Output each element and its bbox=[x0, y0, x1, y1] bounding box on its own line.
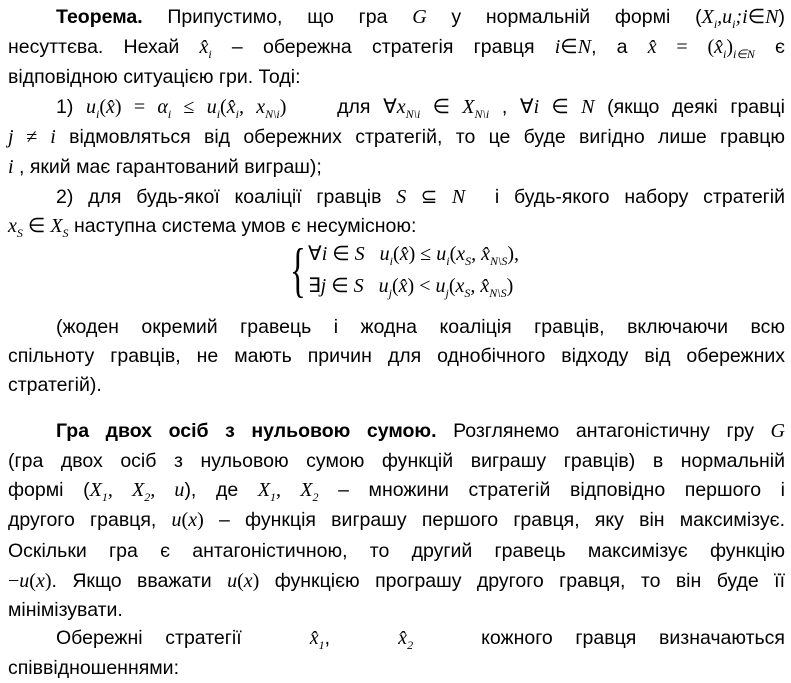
text-line: Оскільки гра є антагоністичною, то другий гравець максимізує функцію bbox=[8, 540, 785, 562]
text-line: $x_S$ ∈ $X_S$ наступна система умов є несумісною: bbox=[8, 215, 417, 240]
text-line: −u(x). Якщо вважати u(x) функцією програшу другого гравця, то він буде її bbox=[8, 570, 785, 592]
text-line: Теорема. Припустимо, що гра G у нормальній формі $(X_i,u_i;i\in N)$ bbox=[56, 6, 785, 31]
text-line: j ≠ i відмовляться від обережних стратегій, то це буде вигідно лише гравцю bbox=[8, 126, 785, 148]
text-line: (жоден окремий гравець і жодна коаліція гравців, включаючи всю bbox=[56, 316, 785, 338]
system-brace: { bbox=[290, 237, 306, 303]
system-condition: ∀i ∈ S $u_i(x̂) \le u_i(x_S$, $x̂_{N\backslash S}$), bbox=[308, 243, 520, 268]
text-line: відповідною ситуацією гри. Тоді: bbox=[8, 66, 301, 88]
text-line: (гра двох осіб з нульовою сумою функцій виграшу гравців) в нормальній bbox=[8, 450, 785, 472]
text-line: другого гравця, u(x) – функція виграшу першого гравця, яку він максимізує. bbox=[8, 509, 785, 531]
text-line: несуттєва. Нехай $x̂_i$ – обережна стратегія гравця i∈N, а x̂ = $(x̂_i)_{i\in N}$ є bbox=[8, 36, 785, 61]
text-line: Гра двох осіб з нульовою сумою. Розглянемо антагоністичну гру G bbox=[56, 420, 785, 442]
text-line: спільноту гравців, не мають причин для однобічного відходу від обережних bbox=[8, 345, 785, 367]
text-line: мінімізувати. bbox=[8, 599, 123, 621]
text-line: i , який має гарантований виграш); bbox=[8, 156, 322, 178]
text-line: 2) для будь-якої коаліції гравців S ⊆ N і будь-якого набору стратегій bbox=[56, 186, 785, 208]
text-line: Обережні стратегії $x̂_1$, $x̂_2$ кожного гравця визначаються bbox=[56, 627, 785, 652]
text-line: 1) $u_i(x̂) = \alpha_i$ ≤ $u_i(x̂_i$, $x_{N\backslash i}$) для $\forall x_{N\backslash i}$ ∈ $X_{N\backslash i}$ , ∀i ∈ N (якщо деякі гравці bbox=[56, 96, 786, 121]
text-line: співвідношеннями: bbox=[8, 657, 179, 679]
text-line: формі ($X_1$, $X_2$, u), де $X_1$, $X_2$ – множини стратегій відповідно першого і bbox=[8, 479, 785, 504]
text-line: стратегій). bbox=[8, 374, 102, 396]
system-condition: ∃j ∈ S $u_j(x̂) < u_j(x_S$, $x̂_{N\backslash S}$) bbox=[308, 275, 514, 300]
